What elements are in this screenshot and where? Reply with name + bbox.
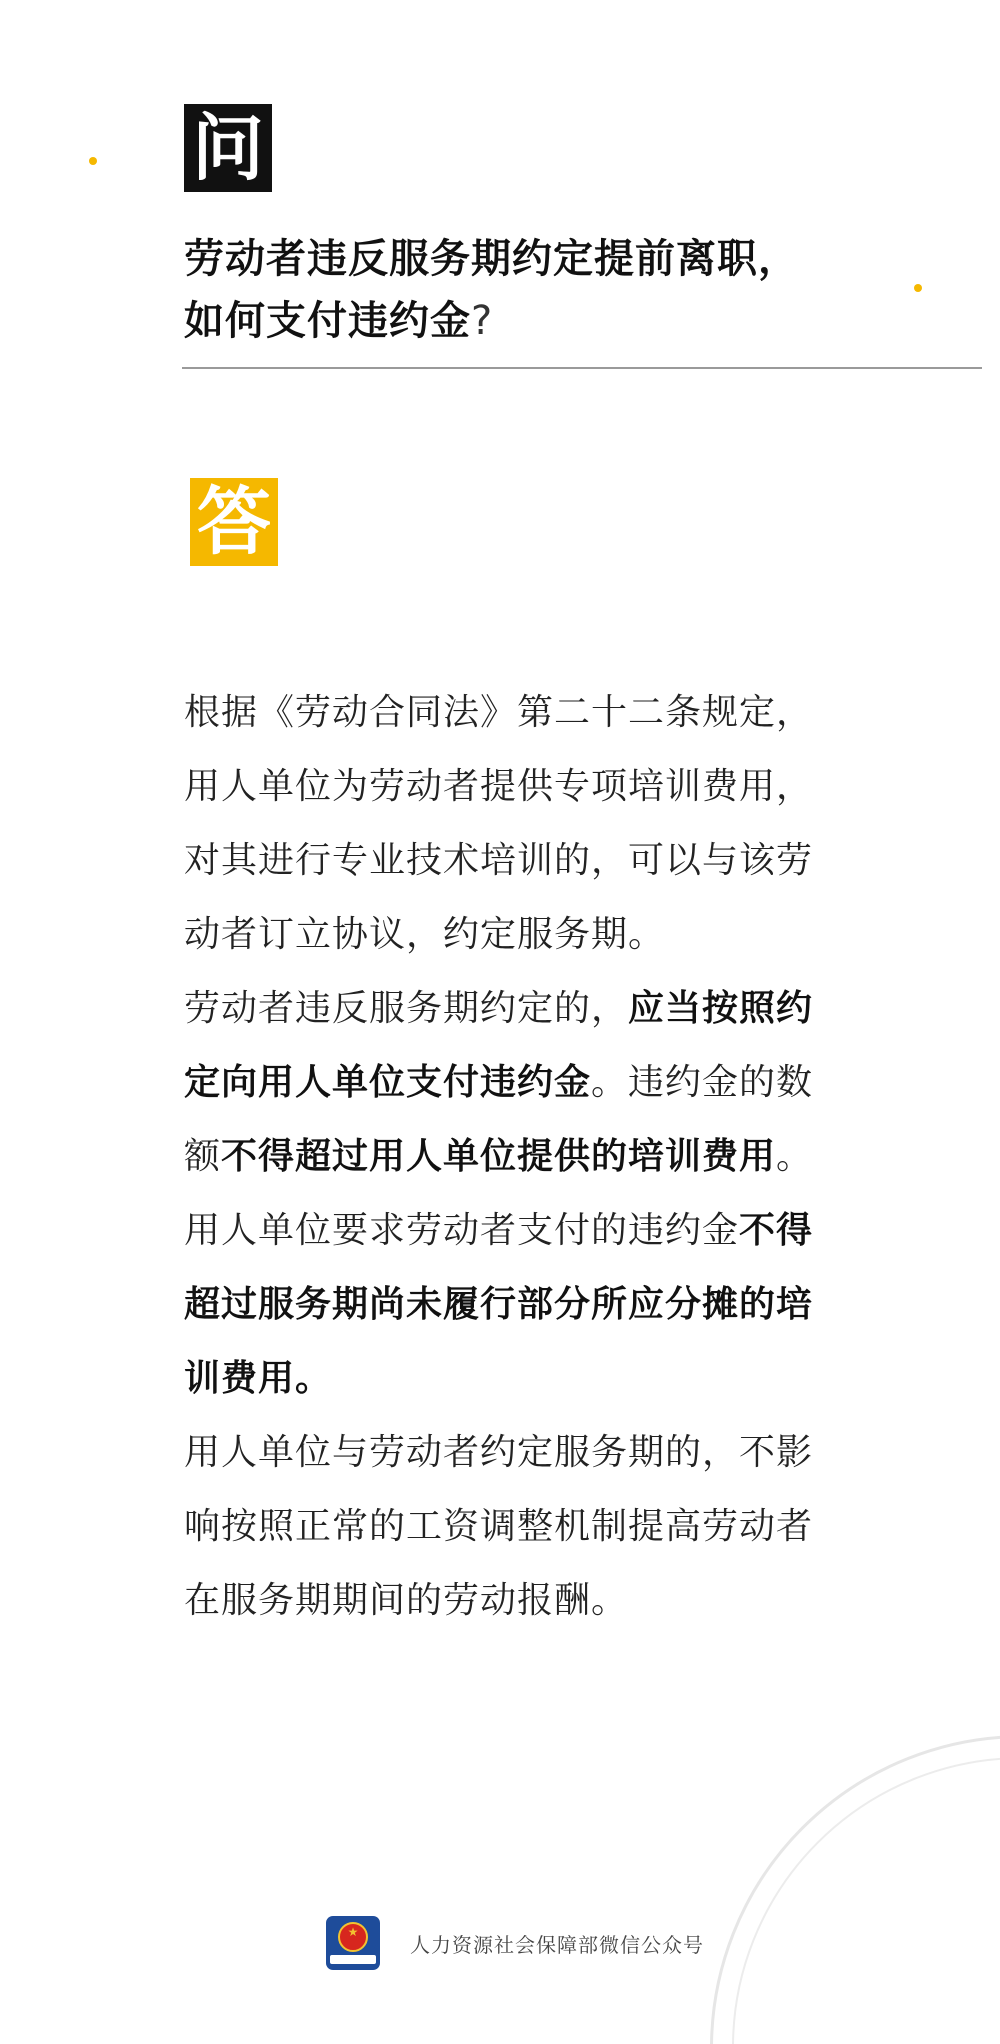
answer-p2-emphasis-2: 不得超过用人单位提供的培训费用 bbox=[221, 1136, 777, 1177]
footer-source-label: 人力资源社会保障部微信公众号 bbox=[410, 1932, 704, 1957]
answer-body bbox=[184, 676, 844, 1638]
answer-paragraph-3 bbox=[184, 1416, 844, 1638]
answer-badge: 答 bbox=[190, 478, 278, 566]
title-divider bbox=[182, 367, 982, 369]
question-title-line2: 如何支付违约金 bbox=[184, 298, 471, 344]
answer-p2-text-1: 劳动者违反服务期约定的， bbox=[184, 988, 629, 1029]
answer-p1-text: 根据《劳动合同法》第二十二条规定，用人单位为劳动者提供专项培训费用，对其进行专业技术培训的，可以与该劳动者订立协议，约定服务期。 bbox=[184, 692, 814, 955]
answer-p2-emphasis-1: 应当按照约定向用人单位支付违约金 bbox=[184, 988, 814, 1103]
question-badge-glyph: 问 bbox=[184, 104, 272, 192]
question-mark: ? bbox=[471, 298, 494, 344]
answer-paragraph-2 bbox=[184, 972, 844, 1416]
question-title bbox=[184, 228, 884, 352]
answer-p2-text-2: 。违约金的数额 bbox=[184, 1062, 814, 1177]
question-badge bbox=[184, 104, 272, 192]
national-emblem-icon: ★ bbox=[326, 1916, 380, 1970]
accent-dot-left bbox=[89, 157, 97, 165]
answer-p2-emphasis-3: 不得超过服务期尚未履行部分所应分摊的培训费用。 bbox=[184, 1210, 814, 1399]
question-title-line1: 劳动者违反服务期约定提前离职， bbox=[184, 236, 799, 282]
accent-dot-right bbox=[914, 284, 922, 292]
footer-source bbox=[326, 1916, 704, 1970]
answer-p3-text: 用人单位与劳动者约定服务期的，不影响按照正常的工资调整机制提高劳动者在服务期期间的劳动报酬。 bbox=[184, 1432, 814, 1621]
answer-paragraph-1 bbox=[184, 676, 844, 972]
answer-p2-text-3: 。用人单位要求劳动者支付的违约金 bbox=[184, 1136, 814, 1251]
